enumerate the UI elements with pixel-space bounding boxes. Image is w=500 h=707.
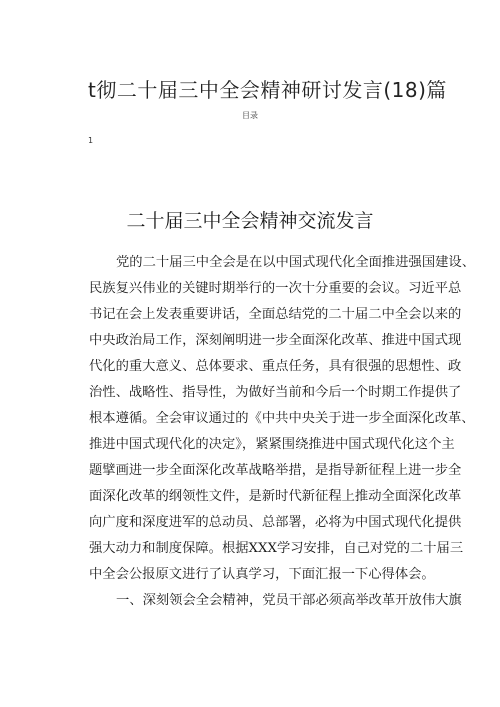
toc-label: 目录 xyxy=(242,111,258,120)
paragraph-line: 题擘画进一步全面深化改革战略举措，是指导新征程上进一步全 xyxy=(89,463,462,478)
paragraph-line: 中全会公报原文进行了认真学习，下面汇报一下心得体会。 xyxy=(89,567,435,582)
paragraph-line: 党的二十届三中全会是在以中国式现代化全面推进强国建设、 xyxy=(116,255,476,270)
paragraph-line: 代化的重大意义、总体要求、重点任务，具有很强的思想性、政 xyxy=(89,359,462,374)
paragraph-line: 书记在会上发表重要讲话，全面总结党的二十届二中全会以来的 xyxy=(89,307,462,322)
paragraph-line: 向广度和深度进军的总动员、总部署，必将为中国式现代化提供 xyxy=(89,515,462,530)
paragraph-line: 民族复兴伟业的关键时期举行的一次十分重要的会议。习近平总 xyxy=(89,281,462,296)
paragraph-line: 推进中国式现代化的决定》，紧紧围绕推进中国式现代化这个主 xyxy=(89,437,455,452)
paragraph-line: 中央政治局工作，深刻阐明进一步全面深化改革、推进中国式现 xyxy=(89,333,462,348)
toc-entry: 1 xyxy=(88,136,94,145)
paragraph-line: 根本遵循。全会审议通过的《中共中央关于进一步全面深化改革、 xyxy=(89,411,475,426)
paragraph-line: 面深化改革的纲领性文件，是新时代新征程上推动全面深化改革 xyxy=(89,489,462,504)
paragraph-line: 强大动力和制度保障。根据XXX学习安排，自己对党的二十届三 xyxy=(89,541,464,556)
paragraph-line: 治性、战略性、指导性，为做好当前和今后一个时期工作提供了 xyxy=(89,385,462,400)
section-title: 二十届三中全会精神交流发言 xyxy=(126,210,374,232)
paragraph-line: 一、深刻领会全会精神，党员干部必须高举改革开放伟大旗 xyxy=(116,593,462,608)
document-title: t彻二十届三中全会精神研讨发言(18)篇 xyxy=(88,78,447,102)
